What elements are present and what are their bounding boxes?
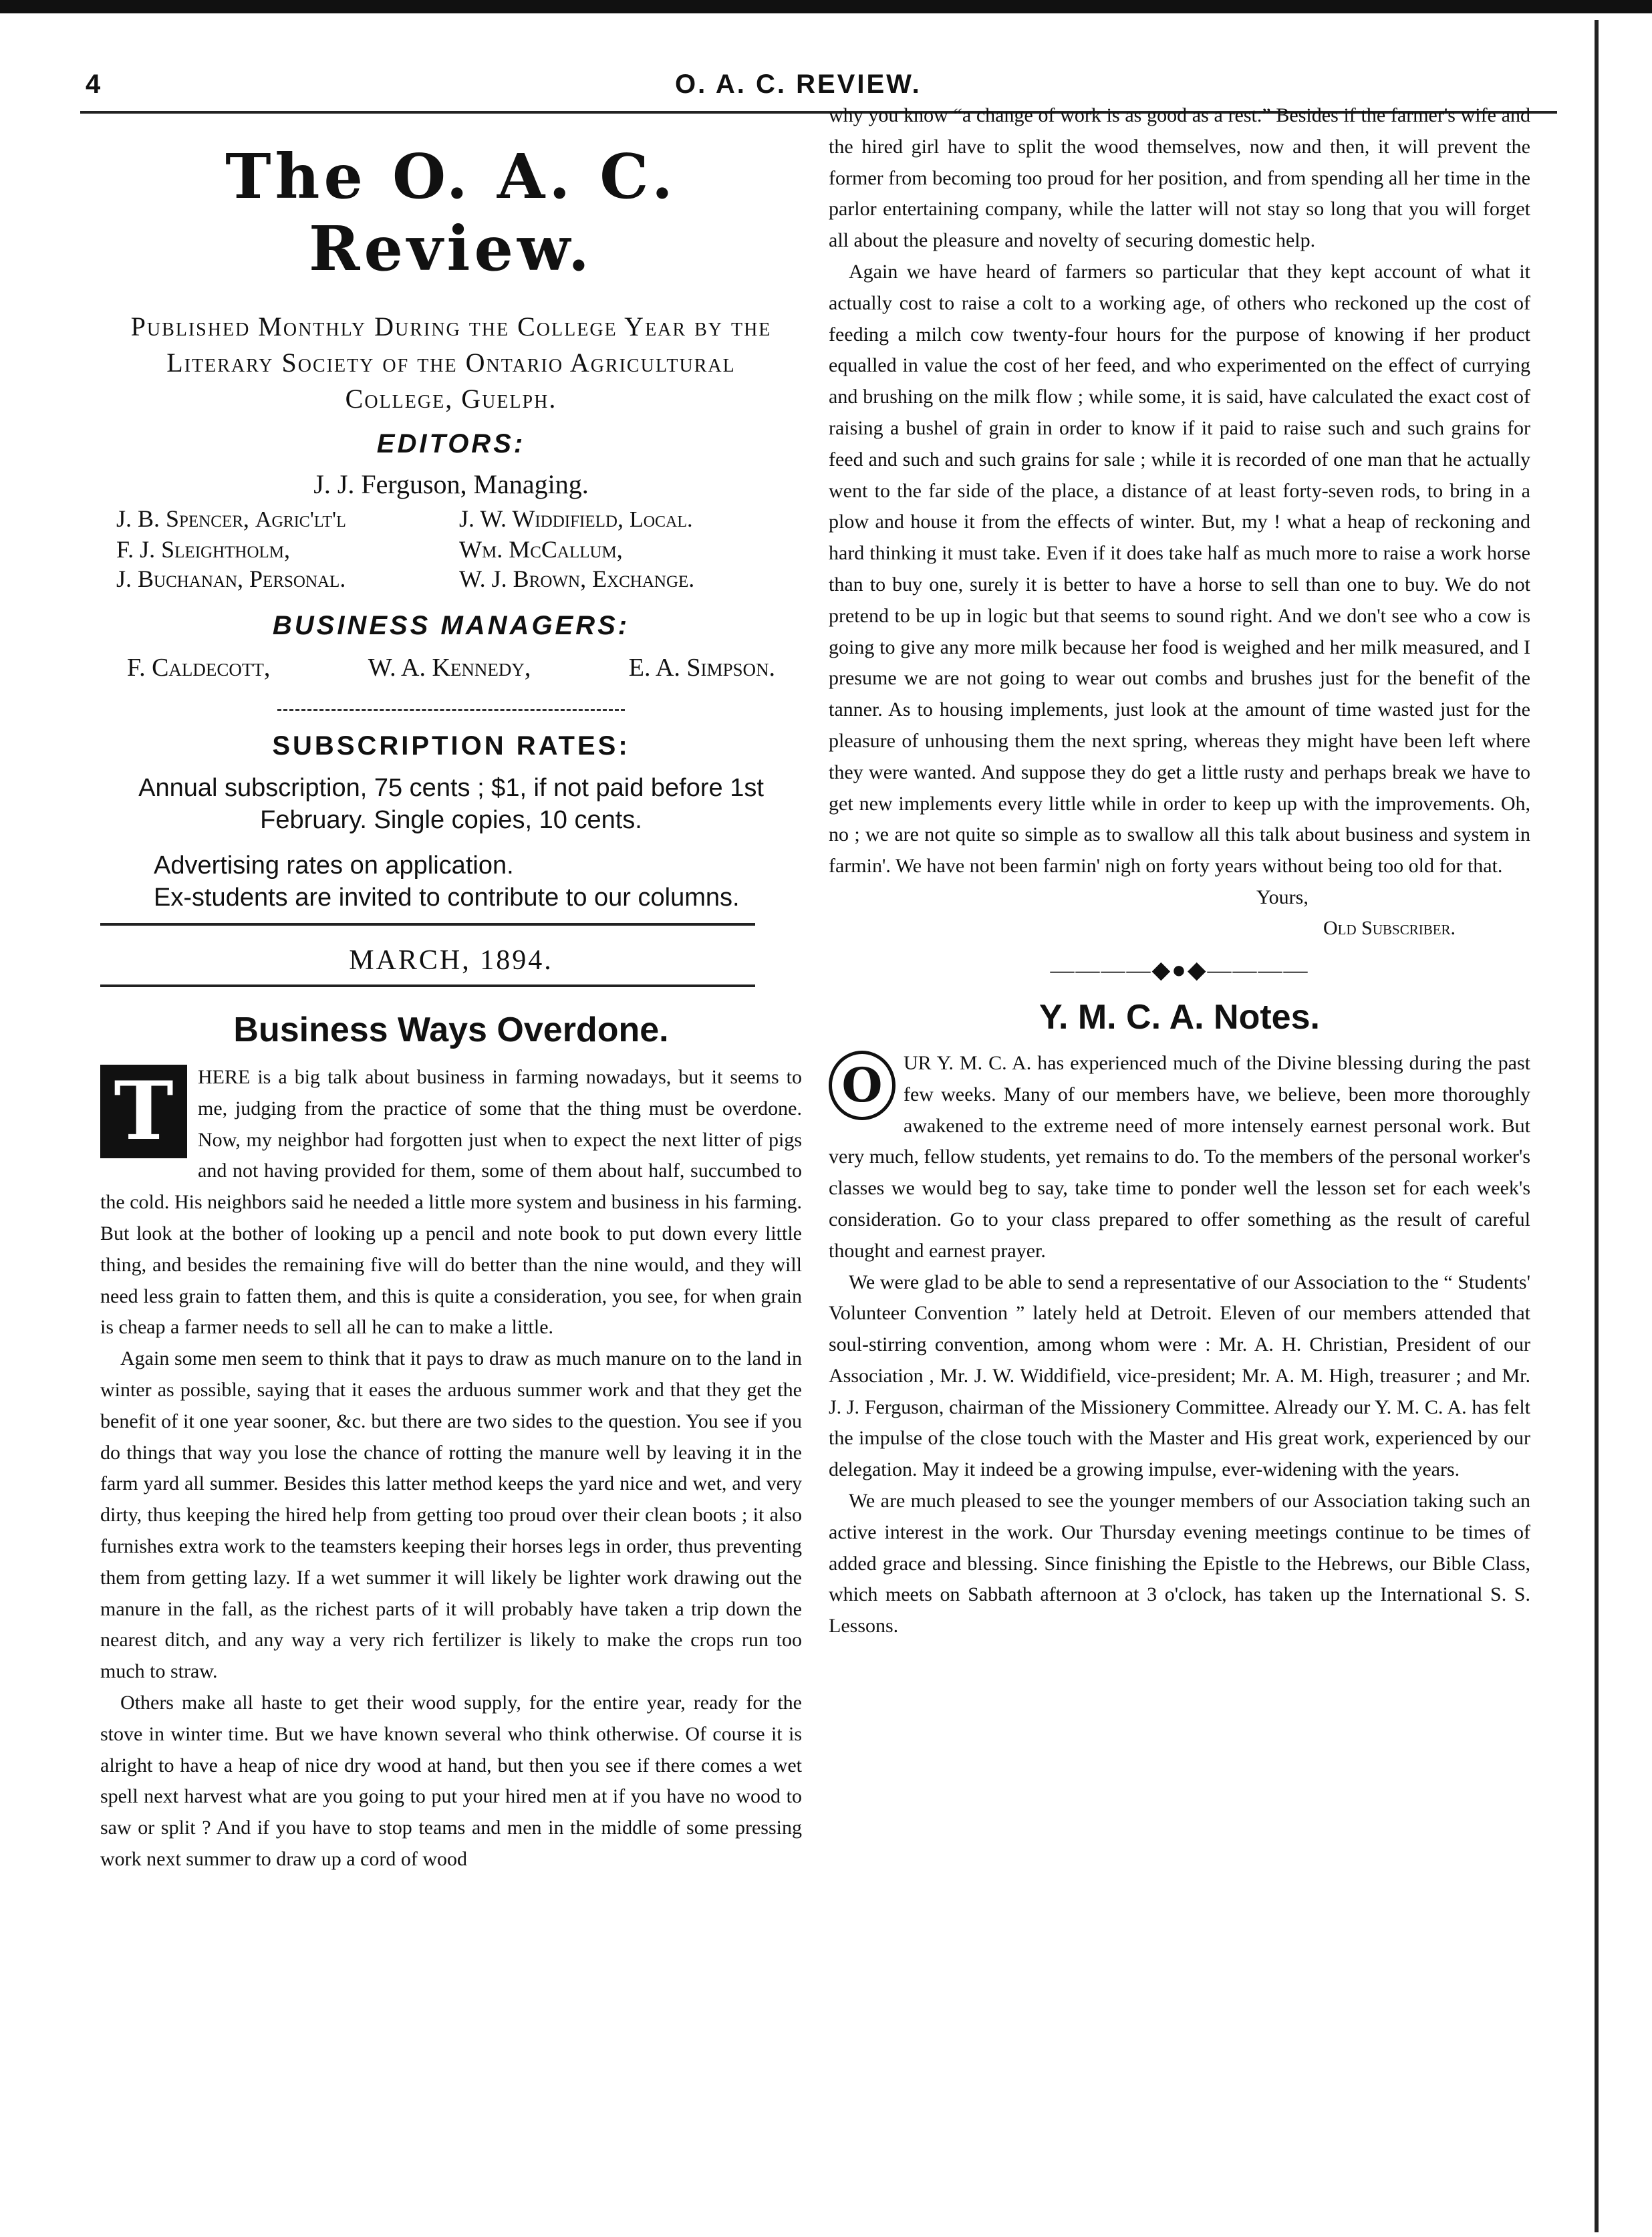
advertising-note <box>154 849 802 914</box>
right-column <box>829 100 1530 1642</box>
page-top-border <box>0 0 1652 13</box>
article-paragraph: We are much pleased to see the younger members of our Association taking such an active interest in the work. Our Thursday evening meetings continue to be times of added grace and blessing. Since finishing the Epistle to the Hebrews, our Bible Class, which meets on Sabbath afternoon at 3 o'clock, has taken up the International S. S. Lessons. <box>829 1490 1530 1637</box>
letter-closing: Yours, <box>1256 886 1309 908</box>
publisher-line: College, Guelph. <box>345 384 557 414</box>
article-paragraph: HERE is a big talk about business in farming nowadays, but it seems to me, judging from the practice of some that the thing must be overdone. Now, my neighbor had forgotten just when to expect the next litter of pigs and not having provided for them, some of them about half, succumbed to the cold. His neighbors said he needed a little more system and business in his farming. But look at the bother of looking up a pencil and note book to put down every little thing, and besides the remaining five will do better than the nine would, and they will need less grain to fatten them, and this is quite a consideration, you see, for when grain is cheap a farmer needs to sell all he can to make a little. <box>100 1066 802 1339</box>
article-paragraph: why you know “a change of work is as good as a rest.” Besides if the farmer's wife and the hired girl have to split the wood themselves, now and then, it will prevent the former from becoming too proud for her position, and from spending all her time in the parlor entertaining company, while the latter will not stay so long that you will forget all about the pleasure and novelty of securing domestic help. <box>829 104 1530 252</box>
agric-label: Agric'lt'l <box>255 507 346 532</box>
drop-cap: T <box>100 1065 187 1158</box>
divider <box>277 709 625 711</box>
editor-name: F. J. Sleightholm, <box>116 536 291 563</box>
article-paragraph: Others make all haste to get their wood supply, for the entire year, ready for the stove in winter time. But we have known several who think otherwise. Of course it is alright to have a heap of nice dry wood at hand, but then you see if there comes a wet spell next harvest what are you going to put your hired men at if you have no wood to saw or split ? And if you have to stop teams and men in the middle of some pressing work next summer to draw up a cord of wood <box>100 1691 802 1870</box>
publisher-line: Published Monthly During the College Year by the <box>130 311 772 342</box>
divider <box>100 923 755 926</box>
article-paragraph: UR Y. M. C. A. has experienced much of the Divine blessing during the past few weeks. Many of our members have, we believe, been more thoroughly awakened to the extreme need of more intensely earnest personal work. But very much, fellow students, yet remains to do. To the members of the personal worker's classes we would beg to say, take time to ponder well the lesson set for each week's consideration. Go to your class prepared to offer something as the result of careful thought and earnest prayer. <box>829 1051 1530 1262</box>
left-column <box>100 127 802 1875</box>
editor-column-local <box>459 504 789 594</box>
editor-name: J. W. Widdifield, Local. <box>459 505 693 532</box>
article-title: Y. M. C. A. Notes. <box>1039 997 1320 1037</box>
divider <box>100 984 755 987</box>
editor-name: J. Buchanan, Personal. <box>116 565 346 592</box>
masthead-title: The O. A. C. Review. <box>225 140 677 285</box>
manager-name: W. A. Kennedy, <box>368 654 531 682</box>
letter-signature: Old Subscriber. <box>1323 916 1456 939</box>
editors-heading: EDITORS: <box>376 429 526 458</box>
editor-name: Wm. McCallum, <box>459 536 623 563</box>
article-body <box>100 1062 802 1875</box>
editor-column-agricultural <box>116 504 446 594</box>
article-paragraph: Again some men seem to think that it pays to draw as much manure on to the land in winter as possible, saying that it eases the arduous summer work and that they get the benefit of it one year sooner, &c. but there are two sides to the question. You see if you do things that way you lose the chance of rotting the manure well by leaving it in the farm yard all summer. Besides this latter method keeps the yard nice and wet, and very dirty, thus keeping the hired help from getting too proud over their clean boots ; it also furnishes extra work to the teamsters keeping their horses legs in order, thus preventing them from getting lazy. If a wet summer it will likely be lighter work drawing out the manure in the fall, as the richest parts of it will probably have taken a trip down the nearest ditch, and any way a very rich fertilizer is likely to make the crops run too much to straw. <box>100 1347 802 1683</box>
issue-date: MARCH, 1894. <box>349 945 553 976</box>
page-edge <box>1595 20 1599 2232</box>
article-title: Business Ways Overdone. <box>233 1011 669 1049</box>
local-label: Local. <box>629 507 693 532</box>
subscription-line: February. Single copies, 10 cents. <box>260 806 642 834</box>
drop-cap: O <box>829 1051 896 1120</box>
manager-name: F. Caldecott, <box>127 654 271 682</box>
managing-editor: J. J. Ferguson, Managing. <box>313 469 589 499</box>
publisher-statement <box>100 309 802 417</box>
advert-line: Ex-students are invited to contribute to our columns. <box>154 884 740 912</box>
advert-line: Advertising rates on application. <box>154 851 514 880</box>
running-title: O. A. C. REVIEW. <box>675 70 922 99</box>
business-managers-heading: BUSINESS MANAGERS: <box>272 611 630 640</box>
editor-list <box>116 504 789 594</box>
article-paragraph: We were glad to be able to send a representative of our Association to the “ Students' Volunteer Convention ” lately held at Detroit. Eleven of our members attended that soul-stirring convention, among whom were : Mr. A. H. Christian, President of our Association , Mr. J. W. Widdifield, vice-president; Mr. A. M. High, treasurer ; and Mr. J. J. Ferguson, chairman of the Missionery Committee. Already our Y. M. C. A. has felt the impulse of the close touch with the Master and His great work, experienced by our delegation. May it indeed be a growing impulse, ever-widening with the years. <box>829 1271 1530 1481</box>
article-paragraph: Again we have heard of farmers so particular that they kept account of what it actually cost to raise a colt to a working age, of others who reckoned up the cost of feeding a milch cow twenty-four hours for the purpose of knowing if her product equalled in value the cost of her feed, and who experimented on the effect of currying and brushing on the milk flow ; while some, it is said, have calculated the exact cost of raising a bushel of grain in order to know if it paid to raise such and such grains for feed and such and such grains for sale ; while it is recorded of one man that he actually went to the far side of the place, a distance of at least forty-seven rods, to bring in a plow and house it from the effects of winter. But, my ! what a heap of reckoning and hard thinking it must take. Even if it does take half as much more to raise a work horse than to buy one, surely it is better to have a horse to sell than one to buy. We do not pretend to be up in logic but that seems to sound right. And we don't see who a cow is going to give any more milk because her food is weighed and her milk measured, and I presume we are not going to wear out combs and brushes just for the benefit of the tanner. As to housing implements, just look at the amount of time wasted just for the pleasure of unhousing them the next spring, whereas they might have been left where they were wanted. And suppose they do get a little rusty and perhaps break we have to get new implements every little while in order to keep up with the improvements. Oh, no ; we are not quite so simple as to swallow all this talk about business and system in farmin'. We have not been farmin' nigh on forty years without being too old for that. <box>829 260 1530 878</box>
subscription-heading: SUBSCRIPTION RATES: <box>272 731 630 761</box>
publisher-line: Literary Society of the Ontario Agricultural <box>166 348 736 378</box>
subscription-line: Annual subscription, 75 cents ; $1, if not paid before 1st <box>138 774 764 802</box>
page-number: 4 <box>86 70 101 99</box>
subscription-rates <box>100 772 802 836</box>
editor-name: J. B. Spencer, Agric'lt'l <box>116 505 346 532</box>
section-ornament: ————◆●◆———— <box>1050 956 1309 983</box>
article-body <box>829 1048 1530 1642</box>
business-managers-list <box>127 653 775 682</box>
manager-name: E. A. Simpson. <box>628 654 775 682</box>
editor-name: W. J. Brown, Exchange. <box>459 565 695 592</box>
